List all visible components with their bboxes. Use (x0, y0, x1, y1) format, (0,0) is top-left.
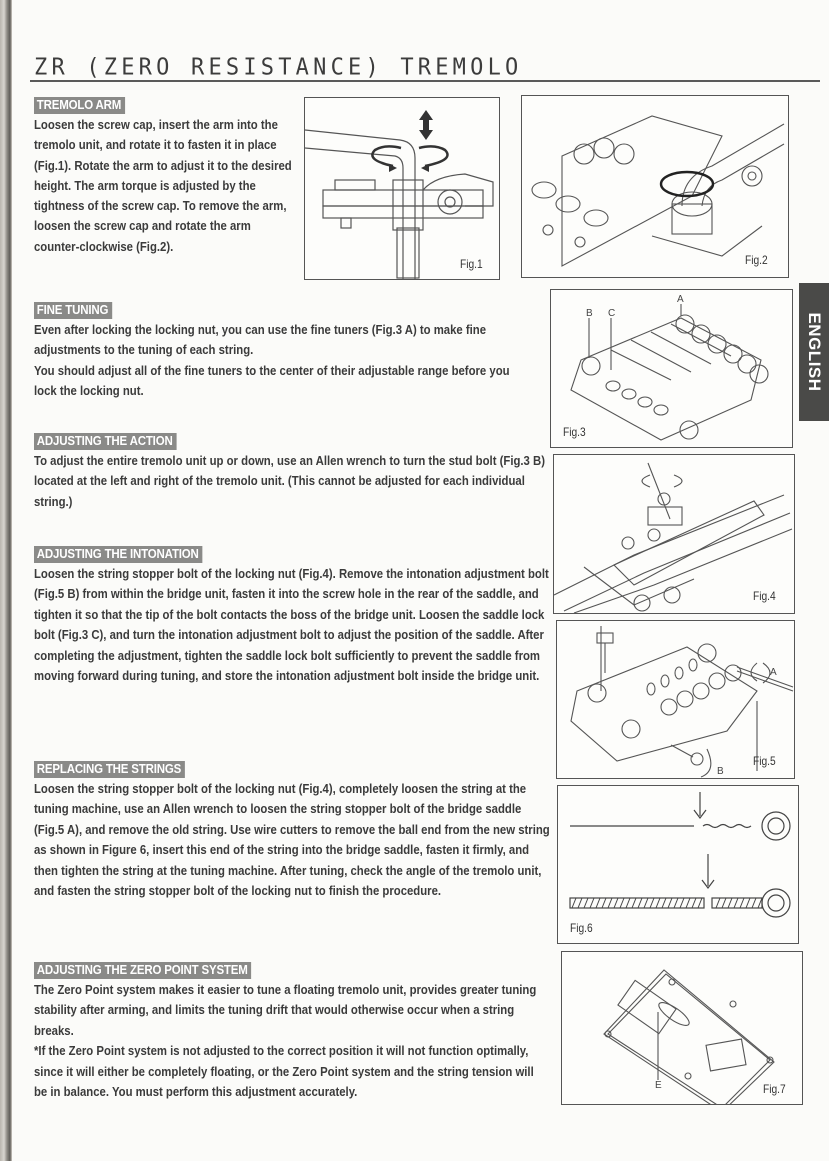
string-winding-mark (668, 898, 672, 908)
figure-1 (304, 97, 500, 280)
figure-label: Fig.3 (563, 425, 586, 439)
section-heading: ADJUSTING THE INTONATION (34, 546, 202, 563)
figure-6 (557, 785, 799, 944)
paragraph: Loosen the string stopper bolt of the locking nut (Fig.4), completely loosen the string at the tuning machine, use an Allen wrench to loosen the string stopper bolt of the bridge saddle (Fig.5 A), and remove the old string. Use wire cutters to remove the ball end from the new string as shown in Figure 6, insert this end of the string into the bridge saddle, fasten it firmly, and then tighten the string at the tuning machine. After tuning, check the angle of the tremolo unit, and fasten the string stopper bolt of the locking nut to finish the procedure. (34, 781, 550, 899)
callout-e: E (655, 1080, 662, 1091)
section-adjusting-intonation (34, 545, 629, 686)
section-tremolo-arm (34, 96, 334, 257)
figure-label: Fig.1 (460, 257, 483, 271)
string-winding-mark (656, 898, 660, 908)
string-winding-mark (734, 898, 738, 908)
arm-rotation-illustration (522, 96, 788, 277)
book-binding-edge (0, 0, 12, 1161)
callout-b: B (586, 308, 593, 319)
string-winding-mark (572, 898, 576, 908)
string-winding-mark (692, 898, 696, 908)
section-heading: TREMOLO ARM (34, 97, 125, 114)
string-winding-mark (626, 898, 630, 908)
section-adjusting-action (34, 432, 624, 512)
string-winding-mark (614, 898, 618, 908)
section-heading: ADJUSTING THE ZERO POINT SYSTEM (34, 962, 251, 979)
language-tab-label: ENGLISH (805, 312, 824, 392)
string-winding-mark (728, 898, 732, 908)
figure-label: Fig.2 (745, 253, 768, 267)
string-winding-mark (722, 898, 726, 908)
figure-label: Fig.7 (763, 1082, 786, 1096)
string-winding-mark (602, 898, 606, 908)
paragraph: Loosen the string stopper bolt of the locking nut (Fig.4). Remove the intonation adjustment bolt (Fig.5 B) from within the bridge unit, fasten it into the screw hole in the rear of the saddle, and tighten it so that the tip of the bolt contacts the boss of the bridge unit. Loosen the saddle lock bolt (Fig.3 C), and turn the intonation adjustment bolt to adjust the position of the saddle. After completing the adjustment, tighten the saddle lock bolt sufficiently to prevent the saddle from moving forward during tuning, and store the intonation adjustment bolt inside the bridge unit. (34, 566, 549, 684)
string-ball-end-illustration (558, 786, 798, 943)
figure-7 (561, 951, 803, 1105)
section-replacing-strings (34, 760, 629, 901)
section-body (34, 564, 550, 686)
paragraph: Loosen the screw cap, insert the arm into the tremolo unit, and rotate it to fasten it in place (Fig.1). Rotate the arm to adjust it to the desired height. The arm torque is adjusted by the tightness of the screw cap. To remove the arm, loosen the screw cap and rotate the arm counter-clockwise (Fig.2). (34, 117, 292, 254)
string-winding-mark (632, 898, 636, 908)
section-heading: REPLACING THE STRINGS (34, 761, 185, 778)
figure-5 (556, 620, 795, 779)
string-winding-mark (746, 898, 750, 908)
paragraph: The Zero Point system makes it easier to tune a floating tremolo unit, provides greater tuning stability after arming, and limits the tuning drift that would otherwise occur when a string breaks. (34, 982, 537, 1038)
string-winding-mark (740, 898, 744, 908)
string-winding-mark (584, 898, 588, 908)
section-body (34, 320, 524, 402)
string-winding-mark (650, 898, 654, 908)
page-title: ZR (ZERO RESISTANCE) TREMOLO (34, 54, 523, 81)
string-winding-mark (686, 898, 690, 908)
tremolo-arm-illustration (305, 98, 499, 279)
callout-b: B (717, 766, 724, 777)
paragraph: You should adjust all of the fine tuners to the center of their adjustable range before you lock the locking nut. (34, 362, 510, 399)
string-winding-mark (590, 898, 594, 908)
figure-label: Fig.6 (570, 921, 593, 935)
string-winding-mark (752, 898, 756, 908)
section-zero-point-system (34, 961, 629, 1102)
string-winding-mark (644, 898, 648, 908)
callout-a: A (677, 294, 684, 305)
figure-4 (553, 454, 795, 614)
string-winding-mark (638, 898, 642, 908)
string-winding-mark (674, 898, 678, 908)
figure-2 (521, 95, 789, 278)
section-heading: FINE TUNING (34, 302, 112, 319)
string-winding-mark (578, 898, 582, 908)
figure-3 (550, 289, 793, 448)
figure-label: Fig.5 (753, 754, 776, 768)
callout-c: C (608, 308, 616, 319)
figure-label: Fig.4 (753, 589, 776, 603)
string-winding-mark (716, 898, 720, 908)
string-winding-mark (596, 898, 600, 908)
string-winding-mark (662, 898, 666, 908)
section-fine-tuning (34, 301, 604, 402)
paragraph: Even after locking the locking nut, you can use the fine tuners (Fig.3 A) to make fine adjustments to the tuning of each string. (34, 322, 487, 358)
section-body (34, 980, 550, 1102)
string-winding-mark (680, 898, 684, 908)
string-winding-mark (698, 898, 702, 908)
paragraph: To adjust the entire tremolo unit up or down, use an Allen wrench to turn the stud bolt (Fig.3 B) located at the left and right of the tremolo unit. (This cannot be adjusted for each individual string.) (34, 453, 545, 509)
section-body (34, 779, 550, 901)
section-heading: ADJUSTING THE ACTION (34, 433, 176, 450)
string-winding-mark (620, 898, 624, 908)
language-tab (799, 283, 829, 421)
section-body (34, 451, 550, 512)
title-divider (30, 80, 820, 82)
string-winding-mark (608, 898, 612, 908)
section-body (34, 115, 292, 257)
callout-a: A (770, 667, 777, 678)
paragraph: *If the Zero Point system is not adjusted to the correct position it will not function optimally, since it will either be completely floating, or the Zero Point system and the string tension will be in balance. You must perform this adjustment accurately. (34, 1043, 534, 1100)
